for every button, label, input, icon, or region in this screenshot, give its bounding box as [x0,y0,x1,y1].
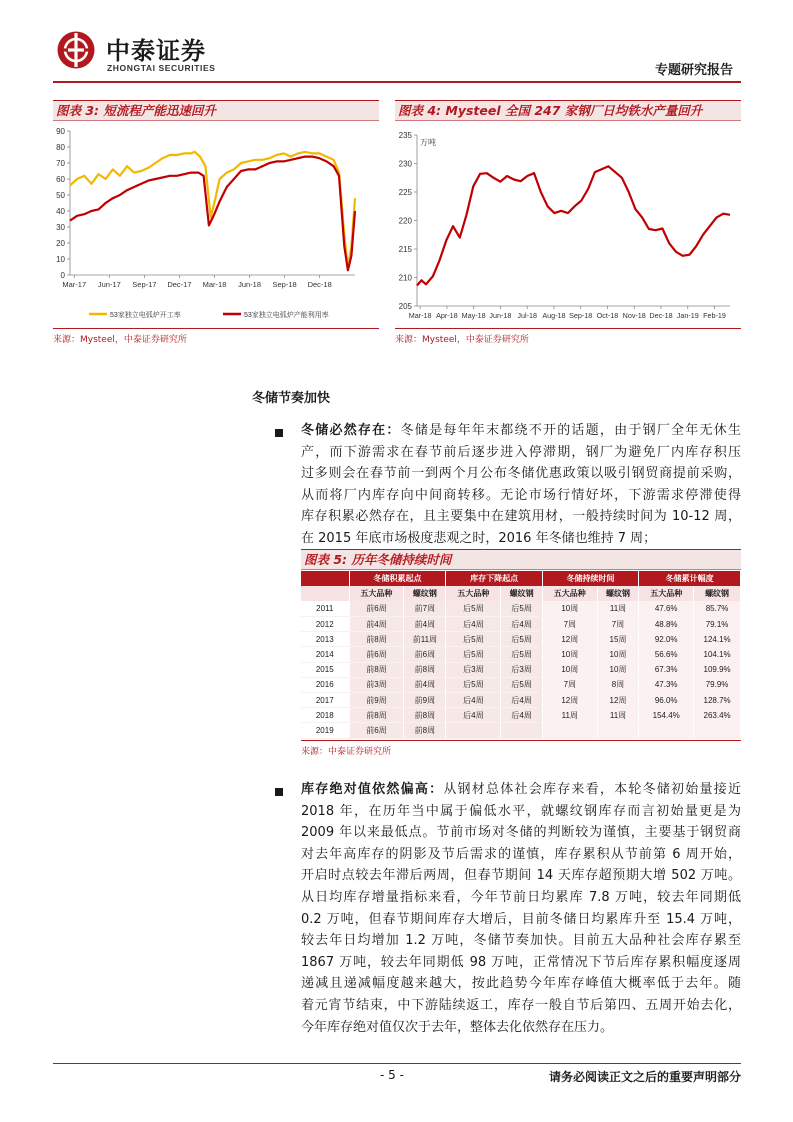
table-cell: 后4周 [446,693,501,708]
table-cell: 124.1% [694,632,741,647]
table-cell [597,723,639,738]
table-row [301,662,741,677]
y-tick-label: 70 [56,159,65,168]
footer-disclaimer: 请务必阅读正文之后的重要声明部分 [548,1070,741,1084]
y-tick-label: 0 [60,271,65,280]
para2-line-0 [301,779,741,801]
table-row-year: 2013 [301,632,349,647]
table-sub-header: 螺纹钢 [404,586,446,601]
table-cell: 67.3% [639,662,694,677]
fig4-chart [395,124,741,324]
table-row [301,632,741,647]
table-cell: 56.6% [639,647,694,662]
table-group-header: 冬储累计幅度 [639,571,741,586]
fig5-source: 来源：中泰证券研究所 [301,747,392,757]
para1-line-0 [301,420,741,442]
header-divider [53,81,741,83]
table-cell: 后5周 [446,677,501,692]
table-group-header: 冬储积累起点 [349,571,446,586]
report-type-label: 专题研究报告 [654,63,733,78]
table-cell: 79.9% [694,677,741,692]
fig5-title: 图表 5: 历年冬储持续时间 [301,549,741,570]
x-tick-label: Jul-18 [517,311,537,320]
table-cell: 后3周 [501,662,543,677]
fig5-source-divider [301,740,741,741]
table-cell: 48.8% [639,617,694,632]
x-tick-label: Mar-18 [202,280,227,289]
table-row [301,617,741,632]
y-tick-label: 60 [56,175,65,184]
table-cell: 12周 [542,693,597,708]
table-row [301,601,741,616]
x-tick-label: Aug-18 [542,311,566,320]
para1-lead: 冬储必然存在： [301,423,401,438]
table-cell: 前4周 [404,617,446,632]
table-cell: 后5周 [501,632,543,647]
table-cell: 前6周 [349,601,404,616]
x-tick-label: May-18 [461,311,486,320]
table-cell: 92.0% [639,632,694,647]
table-row [301,647,741,662]
table-cell [542,723,597,738]
table-sub-header: 五大品种 [349,586,404,601]
table-sub-header: 螺纹钢 [597,586,639,601]
y-tick-label: 225 [398,188,412,197]
table-cell [501,723,543,738]
para2-line-7: 较去年日均增加 1.2 万吨，冬储节奏加快。目前五大品种社会库存累至 [301,933,741,949]
x-tick-label: Feb-19 [703,311,726,320]
table-cell: 10周 [542,601,597,616]
fig5-table-wrap [301,571,741,736]
table-cell: 47.6% [639,601,694,616]
table-row-year: 2019 [301,723,349,738]
y-tick-label: 90 [56,127,65,136]
winter-storage-table [301,571,741,739]
fig3-source: 来源：Mysteel，中泰证券研究所 [53,335,187,345]
section-heading: 冬储节奏加快 [252,391,331,406]
table-sub-header: 螺纹钢 [694,586,741,601]
table-cell: 前8周 [349,708,404,723]
table-cell [639,723,694,738]
table-cell: 12周 [542,632,597,647]
table-cell: 154.4% [639,708,694,723]
table-cell: 7周 [542,677,597,692]
table-cell: 47.3% [639,677,694,692]
table-cell: 后4周 [501,617,543,632]
table-cell: 前8周 [349,662,404,677]
footer-divider [53,1063,741,1064]
table-cell: 前9周 [404,693,446,708]
para1-line-1: 产，而下游需求在春节前后逐步进入停滞期，钢厂为避免厂内库存积压 [301,444,741,460]
table-cell: 10周 [597,647,639,662]
x-tick-label: Mar-17 [62,280,87,289]
table-cell: 263.4% [694,708,741,723]
x-tick-label: Dec-17 [167,280,192,289]
logo-text-cn: 中泰证券 [106,37,206,65]
table-cell: 11周 [542,708,597,723]
table-cell: 前9周 [349,693,404,708]
fig4-source-divider [395,328,741,329]
para1-line-4: 库存积累必然存在，且主要集中在建筑用材，一般持续时间为 10-12 周， [301,509,741,525]
fig3-title: 图表 3: 短流程产能迅速回升 [53,100,379,121]
y-tick-label: 40 [56,207,65,216]
table-group-header: 冬储持续时间 [542,571,638,586]
series-line-0 [70,152,355,267]
x-tick-label: Dec-18 [307,280,332,289]
table-cell: 前3周 [349,677,404,692]
para2-line-3: 对去年高库存的阴影及节后需求的谨慎，库存累积从节前第 6 周开始， [301,846,741,862]
para2-lead: 库存绝对值依然偏高： [301,782,444,797]
table-cell: 后5周 [446,601,501,616]
x-tick-label: Sep-17 [132,280,157,289]
x-tick-label: Jun-17 [97,280,121,289]
para2-line-0-text: 从钢材总体社会库存来看，本轮冬储初始量接近 [443,782,741,797]
para1-line-5: 在 2015 年底市场极度悲观之时，2016 年冬储也维持 7 周； [301,530,657,546]
fig3-source-divider [53,328,379,329]
table-sub-header: 螺纹钢 [501,586,543,601]
legend-label: 53家独立电弧炉产能利用率 [244,312,329,319]
table-row [301,708,741,723]
table-sub-header-row [301,586,741,601]
x-tick-label: Jan-19 [676,311,699,320]
table-cell: 104.1% [694,647,741,662]
table-sub-header: 五大品种 [542,586,597,601]
table-row-year: 2018 [301,708,349,723]
table-group-header: 库存下降起点 [446,571,542,586]
table-cell: 前6周 [349,647,404,662]
table-cell: 128.7% [694,693,741,708]
bullet-icon [275,429,283,437]
x-tick-label: Mar-18 [408,311,432,320]
table-cell: 前4周 [404,677,446,692]
table-cell: 79.1% [694,617,741,632]
table-cell: 后5周 [501,601,543,616]
table-row-year: 2012 [301,617,349,632]
table-body [301,601,741,738]
table-cell: 前11周 [404,632,446,647]
table-row-year: 2011 [301,601,349,616]
table-cell [694,723,741,738]
table-row-year: 2015 [301,662,349,677]
table-cell: 后4周 [446,708,501,723]
fig3-chart [53,124,379,324]
table-cell: 前4周 [349,617,404,632]
table-row-year: 2016 [301,677,349,692]
table-cell: 7周 [542,617,597,632]
table-corner [301,586,349,601]
para2-line-5: 从日均库存增量指标来看，今年节前日均累库 7.8 万吨，较去年同期低 [301,889,741,905]
para2-line-11: 今年库存绝对值仅次于去年，整体去化依然存在压力。 [301,1019,614,1035]
y-tick-label: 235 [398,131,412,140]
x-tick-label: Jun-18 [489,311,512,320]
y-tick-label: 80 [56,143,65,152]
y-tick-label: 220 [398,216,412,226]
table-cell: 96.0% [639,693,694,708]
table-corner [301,571,349,586]
legend-label: 53家独立电弧炉开工率 [110,312,181,319]
table-row-year: 2014 [301,647,349,662]
para2-line-9: 递减且递减幅度越来越大，按此趋势今年库存峰值大概率低于去年。随 [301,976,741,992]
bullet-icon [275,788,283,796]
y-tick-label: 20 [56,239,65,248]
table-cell: 10周 [597,662,639,677]
table-cell: 85.7% [694,601,741,616]
x-tick-label: Apr-18 [436,311,458,320]
table-cell: 7周 [597,617,639,632]
logo-icon [56,30,96,70]
table-cell: 前7周 [404,601,446,616]
para2-line-2: 2009 年以来最低点。节前市场对冬储的判断较为谨慎，主要基于钢贸商 [301,825,741,841]
y-tick-label: 30 [56,223,65,232]
table-cell: 前6周 [404,647,446,662]
table-row-year: 2017 [301,693,349,708]
table-cell: 后5周 [501,677,543,692]
table-cell: 8周 [597,677,639,692]
x-tick-label: Nov-18 [622,311,646,320]
table-row [301,723,741,738]
y-tick-label: 215 [398,245,412,254]
table-cell: 11周 [597,708,639,723]
paragraph-winter-storage [301,420,741,550]
x-tick-label: Oct-18 [596,311,619,320]
para1-line-0-text: 冬储是每年年末都绕不开的话题，由于钢厂全年无休生 [400,423,741,438]
table-cell: 12周 [597,693,639,708]
table-cell: 后4周 [446,617,501,632]
y-tick-label: 50 [56,191,65,200]
table-sub-header: 五大品种 [446,586,501,601]
table-cell: 前8周 [404,708,446,723]
table-cell: 后4周 [501,708,543,723]
table-cell: 10周 [542,647,597,662]
table-cell: 前8周 [404,723,446,738]
paragraph-inventory [301,779,741,1038]
table-cell: 15周 [597,632,639,647]
table-cell: 前8周 [404,662,446,677]
para2-line-10: 着元宵节结束，中下游陆续返工，库存一般自节后第四、五周开始去化， [301,997,741,1013]
table-sub-header: 五大品种 [639,586,694,601]
table-cell: 后5周 [446,647,501,662]
x-tick-label: Jun-18 [238,280,262,289]
table-cell: 后4周 [501,693,543,708]
table-cell: 后5周 [446,632,501,647]
y-tick-label: 210 [398,273,412,283]
table-cell: 前6周 [349,723,404,738]
y-tick-label: 10 [56,255,65,264]
para1-line-3: 从而将厂内库存向中间商转移。无论市场行情好坏，下游需求停滞使得 [301,487,741,503]
x-tick-label: Sep-18 [272,280,297,289]
y-axis-unit-label: 万吨 [420,138,436,147]
x-tick-label: Dec-18 [649,311,673,320]
table-row [301,677,741,692]
table-cell: 10周 [542,662,597,677]
series-line-0 [417,166,730,285]
table-row [301,693,741,708]
y-tick-label: 230 [398,159,412,169]
x-tick-label: Sep-18 [569,311,593,320]
fig4-source: 来源：Mysteel，中泰证券研究所 [395,335,529,345]
table-cell: 前8周 [349,632,404,647]
table-cell: 11周 [597,601,639,616]
para2-line-8: 1867 万吨，较去年同期低 98 万吨，正常情况下节后库存累积幅度逐周 [301,954,741,970]
y-tick-label: 205 [398,302,412,311]
page-number: - 5 - [380,1068,404,1082]
table-cell: 后5周 [501,647,543,662]
para2-line-6: 0.2 万吨，但春节期间库存大增后，目前冬储日均累库升至 15.4 万吨， [301,911,741,927]
para1-line-2: 过多则会在春节前一到两个月公布冬储优惠政策以吸引钢贸商提前采购， [301,466,741,482]
table-cell: 109.9% [694,662,741,677]
table-cell: 后3周 [446,662,501,677]
para2-line-4: 开启时点较去年滞后两周，但春节期间 14 天库存超预期大增 502 万吨。 [301,868,741,884]
logo-text-en: ZHONGTAI SECURITIES [107,63,216,73]
table-cell [446,723,501,738]
para2-line-1: 2018 年，在历年当中属于偏低水平，就螺纹钢库存而言初始量更是为 [301,803,741,819]
table-group-header-row [301,571,741,586]
fig4-title: 图表 4: Mysteel 全国 247 家钢厂日均铁水产量回升 [395,100,741,121]
